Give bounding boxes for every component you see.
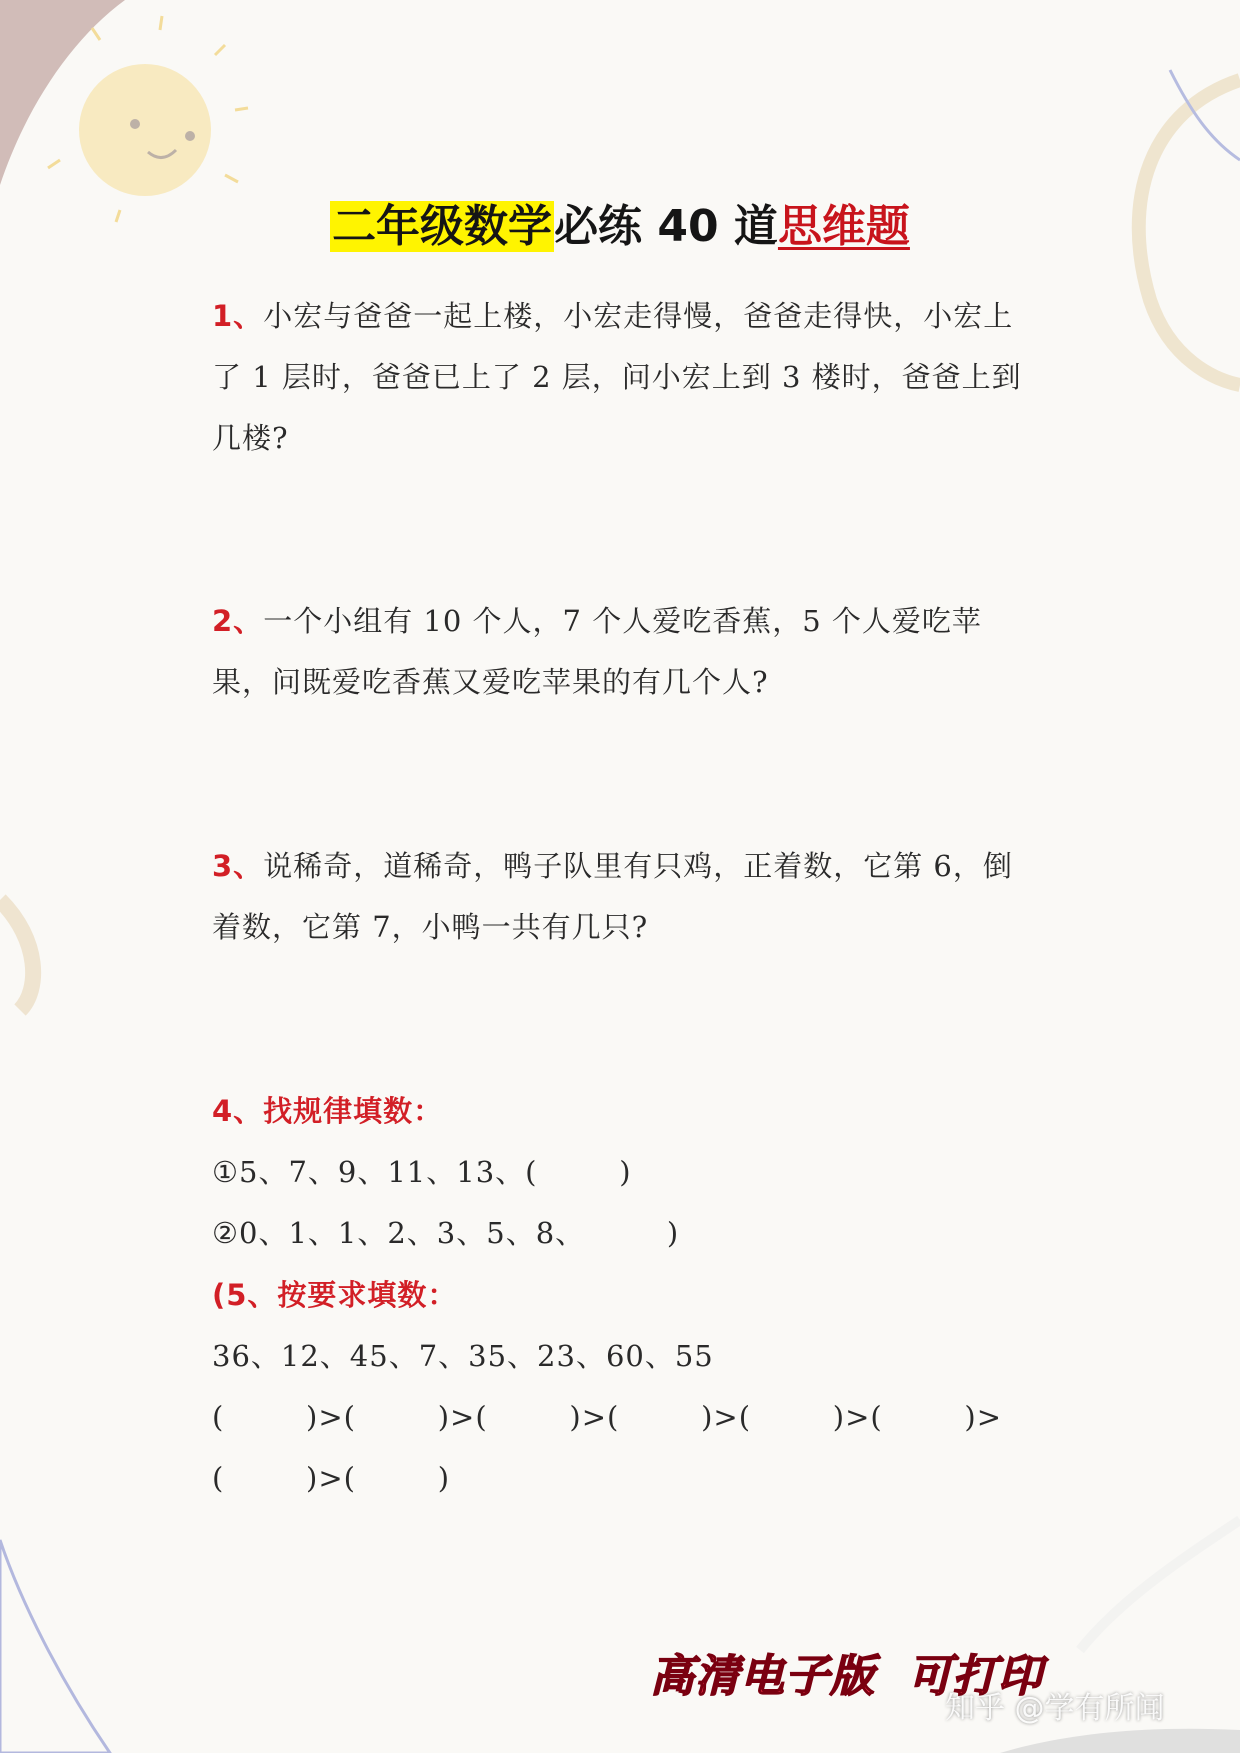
question-number: 3、 — [212, 849, 264, 883]
title-highlight: 二年级数学 — [332, 201, 553, 252]
question-3 — [212, 836, 1032, 958]
question-4-sequence-2: ②0、1、1、2、3、5、8、 ) — [212, 1216, 680, 1250]
question-number: 2、 — [212, 604, 264, 638]
title-middle: 必练 40 道 — [554, 201, 778, 252]
question-5-blanks-2: ( )>( ) — [212, 1461, 451, 1495]
question-5-heading: (5、按要求填数： — [212, 1278, 458, 1312]
question-text: 小宏与爸爸一起上楼，小宏走得慢，爸爸走得快，小宏上了 1 层时，爸爸已上了 2 层，问小宏上到 3 楼时，爸爸上到几楼? — [212, 299, 1022, 455]
footer-banner: 高清电子版 可打印 — [650, 1651, 1043, 1702]
question-4-heading: 4、找规律填数： — [212, 1094, 444, 1128]
question-4-sequence-1: ①5、7、9、11、13、( ) — [212, 1155, 632, 1189]
sun-icon — [48, 16, 248, 222]
watermark: 知乎 @学有所闻 — [945, 1691, 1165, 1726]
page-title — [0, 196, 1240, 258]
question-5-blanks-1: ( )>( )>( )>( )>( )>( )> — [212, 1400, 1003, 1434]
question-number: 1、 — [212, 299, 264, 333]
question-2 — [212, 591, 1032, 713]
question-5-numbers: 36、12、45、7、35、23、60、55 — [212, 1339, 714, 1373]
title-red: 思维题 — [777, 201, 910, 252]
question-text: 一个小组有 10 个人，7 个人爱吃香蕉，5 个人爱吃苹果，问既爱吃香蕉又爱吃苹果的有几个人? — [212, 604, 982, 699]
question-text: 说稀奇，道稀奇，鸭子队里有只鸡，正着数，它第 6，倒着数，它第 7，小鸭一共有几只? — [212, 849, 1013, 944]
question-1 — [212, 286, 1032, 469]
